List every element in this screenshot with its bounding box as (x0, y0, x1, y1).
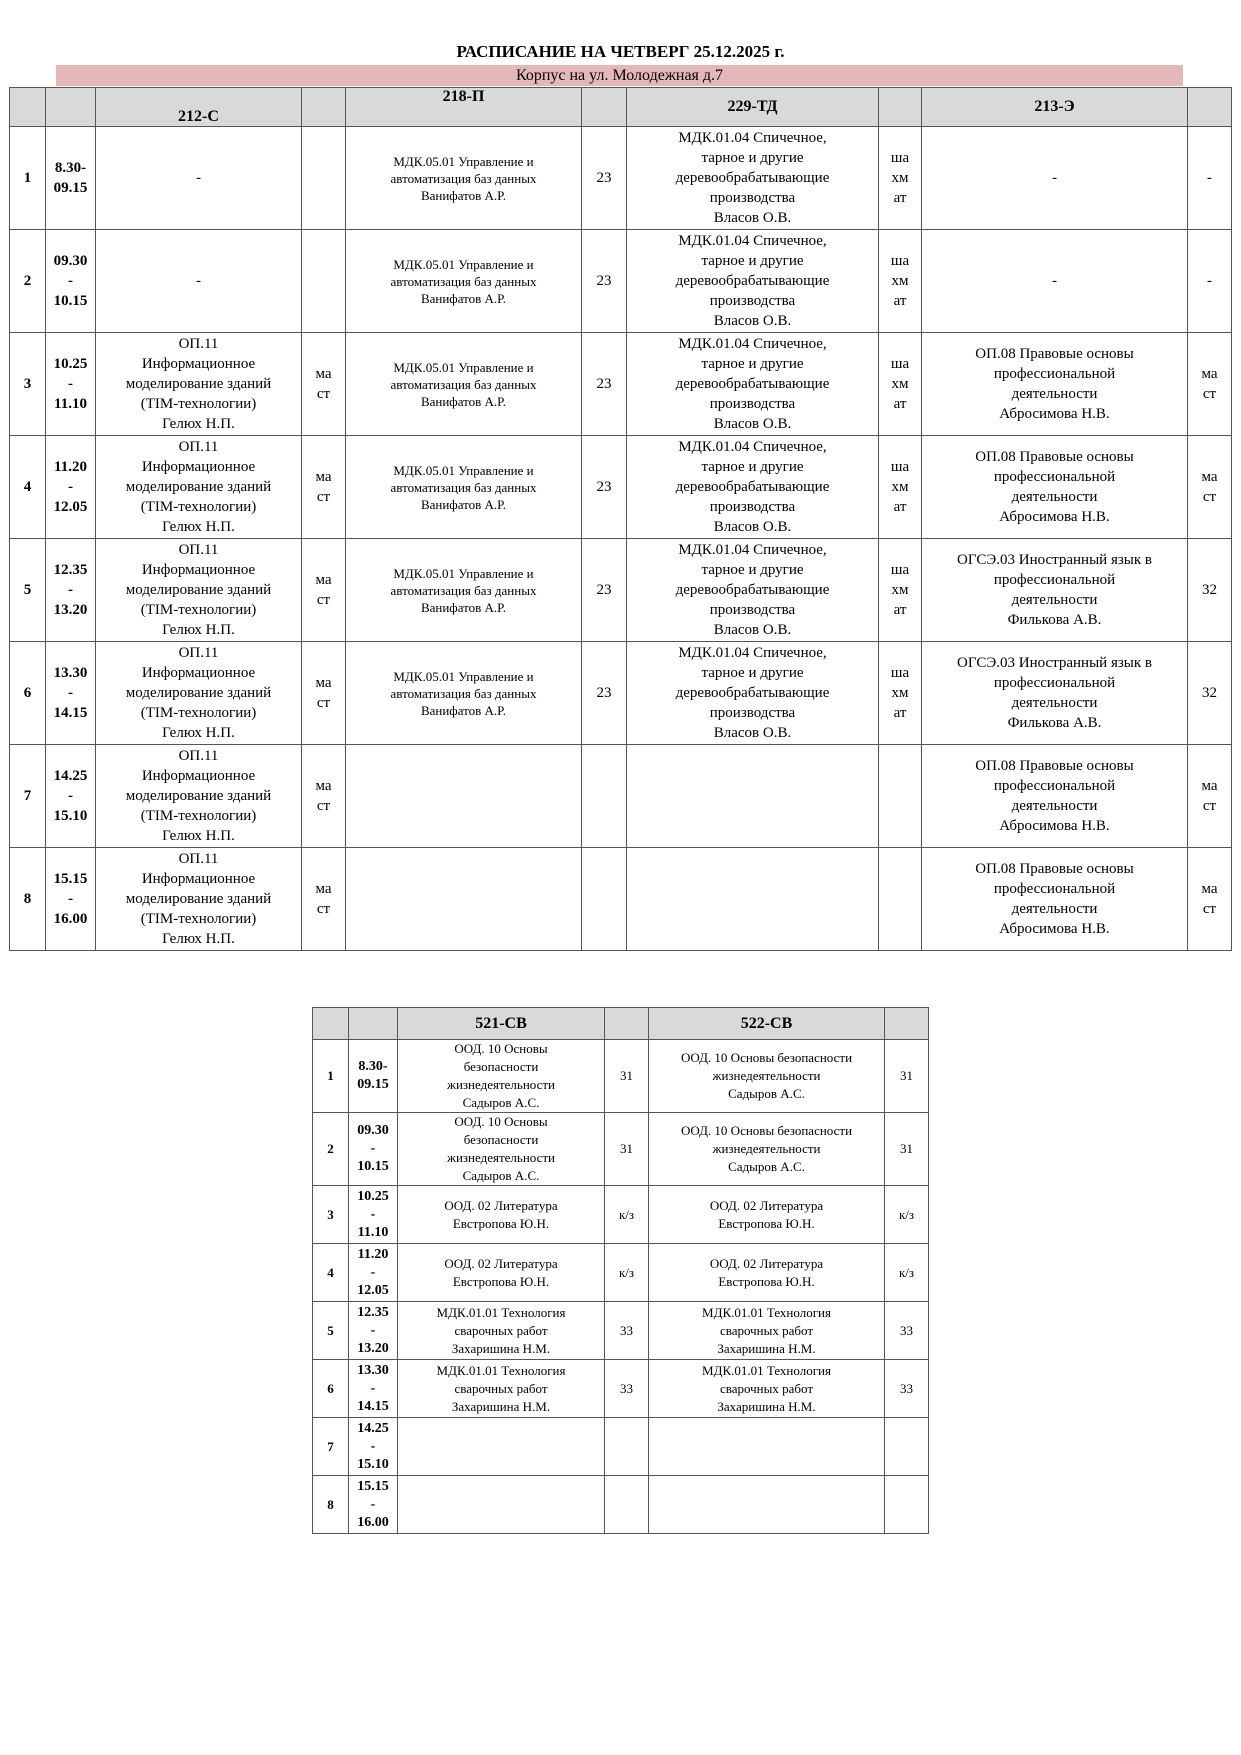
lesson-number: 1 (10, 127, 46, 230)
lesson-subject: ОП.08 Правовые основы профессиональной деятельности Абросимова Н.В. (922, 745, 1188, 848)
lesson-room: 23 (582, 642, 627, 745)
lesson-subject (346, 848, 582, 951)
lesson-subject: ОП.08 Правовые основы профессиональной деятельности Абросимова Н.В. (922, 436, 1188, 539)
lesson-time: 12.35 - 13.20 (349, 1302, 398, 1360)
lesson-subject (398, 1476, 605, 1534)
lesson-room: ша хм ат (879, 642, 922, 745)
lesson-room: к/з (885, 1244, 929, 1302)
lesson-room: к/з (885, 1186, 929, 1244)
lesson-time: 10.25 - 11.10 (349, 1186, 398, 1244)
lesson-room: ма ст (302, 745, 346, 848)
lesson-subject: - (96, 230, 302, 333)
table-row (10, 848, 1232, 951)
lesson-subject: МДК.01.04 Спичечное, тарное и другие деревообрабатывающие производства Власов О.В. (627, 436, 879, 539)
lesson-room: ша хм ат (879, 230, 922, 333)
table-row (313, 1418, 929, 1476)
table-row (313, 1186, 929, 1244)
lesson-room: ша хм ат (879, 539, 922, 642)
lesson-subject: МДК.01.04 Спичечное, тарное и другие деревообрабатывающие производства Власов О.В. (627, 539, 879, 642)
lesson-room: ма ст (302, 848, 346, 951)
lesson-subject: МДК.05.01 Управление и автоматизация баз данных Ванифатов А.Р. (346, 539, 582, 642)
lesson-number: 3 (313, 1186, 349, 1244)
lesson-time: 13.30 - 14.15 (349, 1360, 398, 1418)
lesson-subject: ООД. 02 Литература Евстропова Ю.Н. (649, 1244, 885, 1302)
lesson-subject: ОГСЭ.03 Иностранный язык в профессиональной деятельности Филькова А.В. (922, 539, 1188, 642)
room-header (605, 1008, 649, 1040)
room-header (582, 88, 627, 127)
lesson-subject: ОГСЭ.03 Иностранный язык в профессиональной деятельности Филькова А.В. (922, 642, 1188, 745)
room-header (879, 88, 922, 127)
lesson-room (885, 1476, 929, 1534)
lesson-subject: ОП.11 Информационное моделирование зданий (ТІМ-технологии) Гелюх Н.П. (96, 539, 302, 642)
lesson-number: 4 (10, 436, 46, 539)
lesson-room: 23 (582, 539, 627, 642)
lesson-subject (649, 1418, 885, 1476)
table-row (313, 1113, 929, 1186)
table-row (10, 333, 1232, 436)
lesson-subject: ООД. 10 Основы безопасности жизнедеятельности Садыров А.С. (649, 1040, 885, 1113)
lesson-room: 33 (605, 1302, 649, 1360)
lesson-subject: - (922, 127, 1188, 230)
lesson-time: 15.15 - 16.00 (46, 848, 96, 951)
lesson-room: ма ст (302, 436, 346, 539)
lesson-room: ма ст (1188, 333, 1232, 436)
table-row (10, 127, 1232, 230)
lesson-time: 14.25 - 15.10 (46, 745, 96, 848)
lesson-subject: МДК.01.01 Технология сварочных работ Захаришина Н.М. (649, 1302, 885, 1360)
room-header (1188, 88, 1232, 127)
lesson-subject: МДК.05.01 Управление и автоматизация баз данных Ванифатов А.Р. (346, 333, 582, 436)
lesson-room (605, 1418, 649, 1476)
group-header: 213-Э (922, 88, 1188, 127)
lesson-subject: ООД. 10 Основы безопасности жизнедеятельности Садыров А.С. (649, 1113, 885, 1186)
group-header: 218-П (346, 88, 582, 127)
lesson-subject: ООД. 02 Литература Евстропова Ю.Н. (398, 1186, 605, 1244)
lesson-time: 14.25 - 15.10 (349, 1418, 398, 1476)
lesson-subject: ОП.08 Правовые основы профессиональной деятельности Абросимова Н.В. (922, 848, 1188, 951)
lesson-subject: МДК.01.01 Технология сварочных работ Захаришина Н.М. (398, 1302, 605, 1360)
table-row (10, 436, 1232, 539)
lesson-subject: МДК.05.01 Управление и автоматизация баз данных Ванифатов А.Р. (346, 642, 582, 745)
table-row (313, 1360, 929, 1418)
header-num (313, 1008, 349, 1040)
lesson-room: к/з (605, 1186, 649, 1244)
lesson-room (605, 1476, 649, 1534)
lesson-room: 31 (605, 1113, 649, 1186)
lesson-room: - (1188, 127, 1232, 230)
lesson-room: 23 (582, 436, 627, 539)
header-num (10, 88, 46, 127)
lesson-room: ша хм ат (879, 436, 922, 539)
lesson-subject (346, 745, 582, 848)
lesson-subject: ООД. 02 Литература Евстропова Ю.Н. (649, 1186, 885, 1244)
lesson-subject (627, 745, 879, 848)
table-row (313, 1476, 929, 1534)
lesson-subject (627, 848, 879, 951)
lesson-subject: МДК.01.04 Спичечное, тарное и другие деревообрабатывающие производства Власов О.В. (627, 127, 879, 230)
lesson-time: 11.20 - 12.05 (349, 1244, 398, 1302)
schedule-table-secondary (312, 1007, 929, 1534)
lesson-room: 32 (1188, 642, 1232, 745)
lesson-room: - (1188, 230, 1232, 333)
group-header: 212-С (96, 88, 302, 127)
lesson-room: ма ст (1188, 436, 1232, 539)
table-row (313, 1244, 929, 1302)
lesson-time: 10.25 - 11.10 (46, 333, 96, 436)
lesson-subject (649, 1476, 885, 1534)
lesson-subject: ОП.11 Информационное моделирование зданий (ТІМ-технологии) Гелюх Н.П. (96, 848, 302, 951)
lesson-subject: МДК.01.01 Технология сварочных работ Захаришина Н.М. (398, 1360, 605, 1418)
table-row (10, 745, 1232, 848)
lesson-number: 7 (313, 1418, 349, 1476)
lesson-room: 23 (582, 127, 627, 230)
lesson-number: 4 (313, 1244, 349, 1302)
lesson-number: 1 (313, 1040, 349, 1113)
lesson-room: ма ст (302, 539, 346, 642)
lesson-room: ма ст (1188, 745, 1232, 848)
lesson-number: 6 (313, 1360, 349, 1418)
lesson-time: 09.30 - 10.15 (46, 230, 96, 333)
lesson-room: 33 (885, 1302, 929, 1360)
lesson-number: 7 (10, 745, 46, 848)
lesson-room (302, 127, 346, 230)
table-row (10, 230, 1232, 333)
table-row (313, 1040, 929, 1113)
lesson-subject: - (96, 127, 302, 230)
lesson-subject: МДК.01.04 Спичечное, тарное и другие деревообрабатывающие производства Власов О.В. (627, 230, 879, 333)
table-row (10, 539, 1232, 642)
lesson-time: 8.30- 09.15 (46, 127, 96, 230)
lesson-room: 32 (1188, 539, 1232, 642)
lesson-time: 11.20 - 12.05 (46, 436, 96, 539)
lesson-room: 33 (885, 1360, 929, 1418)
lesson-subject: - (922, 230, 1188, 333)
lesson-subject: ОП.08 Правовые основы профессиональной деятельности Абросимова Н.В. (922, 333, 1188, 436)
lesson-time: 8.30- 09.15 (349, 1040, 398, 1113)
lesson-number: 8 (10, 848, 46, 951)
lesson-room (582, 848, 627, 951)
lesson-subject: ООД. 10 Основы безопасности жизнедеятельности Садыров А.С. (398, 1113, 605, 1186)
building-banner: Корпус на ул. Молодежная д.7 (56, 65, 1183, 86)
group-header: 229-ТД (627, 88, 879, 127)
lesson-subject: ООД. 02 Литература Евстропова Ю.Н. (398, 1244, 605, 1302)
lesson-time: 09.30 - 10.15 (349, 1113, 398, 1186)
lesson-room (879, 848, 922, 951)
lesson-room: 31 (885, 1113, 929, 1186)
room-header (302, 88, 346, 127)
header-time (349, 1008, 398, 1040)
lesson-number: 5 (10, 539, 46, 642)
lesson-room: ма ст (1188, 848, 1232, 951)
schedule-table-main (9, 87, 1232, 951)
lesson-subject: ОП.11 Информационное моделирование зданий (ТІМ-технологии) Гелюх Н.П. (96, 333, 302, 436)
lesson-number: 8 (313, 1476, 349, 1534)
lesson-subject: МДК.05.01 Управление и автоматизация баз данных Ванифатов А.Р. (346, 230, 582, 333)
lesson-number: 3 (10, 333, 46, 436)
lesson-number: 6 (10, 642, 46, 745)
group-header: 522-СВ (649, 1008, 885, 1040)
lesson-subject (398, 1418, 605, 1476)
lesson-subject: МДК.01.04 Спичечное, тарное и другие деревообрабатывающие производства Власов О.В. (627, 642, 879, 745)
lesson-room (879, 745, 922, 848)
lesson-subject: МДК.01.04 Спичечное, тарное и другие деревообрабатывающие производства Власов О.В. (627, 333, 879, 436)
lesson-room (885, 1418, 929, 1476)
table-row (10, 642, 1232, 745)
lesson-room: 33 (605, 1360, 649, 1418)
lesson-time: 13.30 - 14.15 (46, 642, 96, 745)
lesson-room: ма ст (302, 333, 346, 436)
group-header: 521-СВ (398, 1008, 605, 1040)
lesson-room: к/з (605, 1244, 649, 1302)
table-row (313, 1302, 929, 1360)
lesson-room: ша хм ат (879, 333, 922, 436)
lesson-room: 23 (582, 333, 627, 436)
lesson-room: 23 (582, 230, 627, 333)
room-header (885, 1008, 929, 1040)
lesson-room (302, 230, 346, 333)
lesson-subject: ОП.11 Информационное моделирование зданий (ТІМ-технологии) Гелюх Н.П. (96, 745, 302, 848)
lesson-subject: ООД. 10 Основы безопасности жизнедеятельности Садыров А.С. (398, 1040, 605, 1113)
lesson-subject: МДК.05.01 Управление и автоматизация баз данных Ванифатов А.Р. (346, 127, 582, 230)
lesson-number: 5 (313, 1302, 349, 1360)
lesson-number: 2 (313, 1113, 349, 1186)
lesson-subject: ОП.11 Информационное моделирование зданий (ТІМ-технологии) Гелюх Н.П. (96, 642, 302, 745)
lesson-room: ма ст (302, 642, 346, 745)
lesson-subject: МДК.05.01 Управление и автоматизация баз данных Ванифатов А.Р. (346, 436, 582, 539)
lesson-room: ша хм ат (879, 127, 922, 230)
lesson-room: 31 (605, 1040, 649, 1113)
lesson-subject: ОП.11 Информационное моделирование зданий (ТІМ-технологии) Гелюх Н.П. (96, 436, 302, 539)
header-time (46, 88, 96, 127)
lesson-room: 31 (885, 1040, 929, 1113)
page-title: РАСПИСАНИЕ НА ЧЕТВЕРГ 25.12.2025 г. (456, 42, 785, 61)
lesson-room (582, 745, 627, 848)
lesson-time: 12.35 - 13.20 (46, 539, 96, 642)
lesson-number: 2 (10, 230, 46, 333)
lesson-subject: МДК.01.01 Технология сварочных работ Захаришина Н.М. (649, 1360, 885, 1418)
lesson-time: 15.15 - 16.00 (349, 1476, 398, 1534)
